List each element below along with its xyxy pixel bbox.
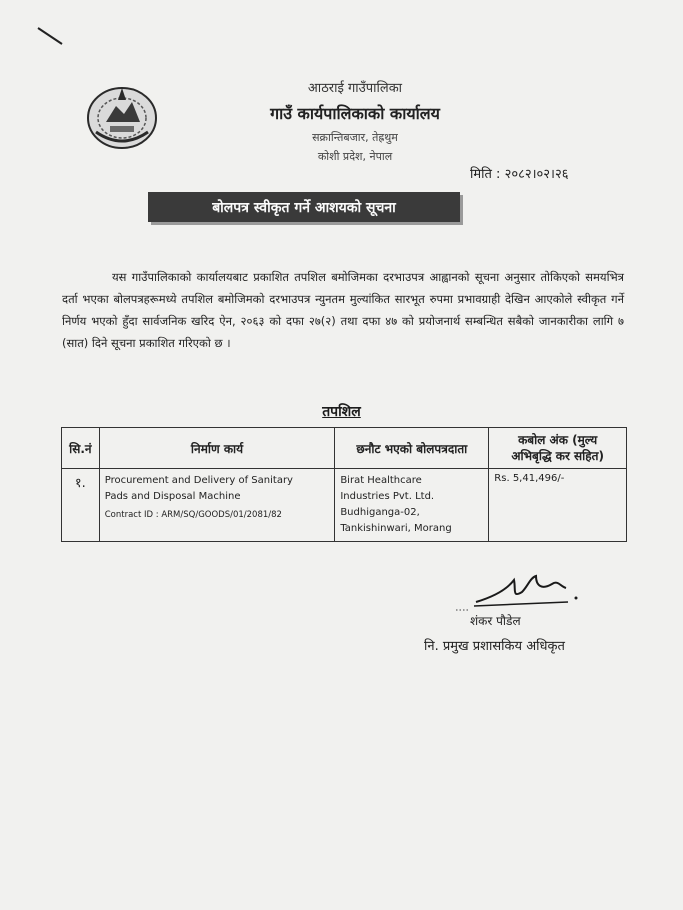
signatory-title: नि. प्रमुख प्रशासकिय अधिकृत (424, 639, 565, 654)
row-bidder-line4: Tankishinwari, Morang (340, 523, 452, 534)
schedule-title: तपशिल (322, 404, 361, 420)
pen-stroke-mark (36, 24, 64, 48)
row-work-line2: Pads and Disposal Machine (104, 491, 241, 502)
municipality-name: आठराई गाउँपालिका (307, 81, 403, 96)
row-amount: Rs. 5,41,496/- (489, 469, 627, 542)
row-bidder-line3: Budhiganga-02, (340, 507, 420, 518)
header-amount (489, 428, 627, 469)
row-contract-id: Contract ID : ARM/SQ/GOODS/01/2081/82 (104, 510, 282, 520)
signature-mark (456, 568, 586, 616)
row-bidder (335, 469, 489, 542)
row-sn: १. (62, 469, 100, 542)
header-amount-line1: कबोल अंक (मुल्य (518, 433, 598, 447)
header-sn: सि.नं (62, 428, 100, 469)
header-work: निर्माण कार्य (99, 428, 335, 469)
header-amount-line2: अभिबृद्धि कर सहित) (511, 449, 604, 463)
row-bidder-line2: Industries Pvt. Ltd. (340, 491, 435, 502)
office-header (200, 78, 510, 164)
signatory-name: शंकर पौडेल (470, 614, 521, 628)
bid-schedule-table (61, 427, 627, 542)
row-work (99, 469, 335, 542)
office-name: गाउँ कार्यपालिकाको कार्यालय (270, 104, 440, 123)
notice-body: यस गाउँपालिकाको कार्यालयबाट प्रकाशित तपशिल बमोजिमका दरभाउपत्र आह्वानको सूचना अनुसार तोकिएको समयभित्र दर्ता भएका बोलपत्रहरूमध्ये तपशिल बमोजिमको दरभाउपत्र न्युनतम मुल्यांकित सारभूत रुपमा प्रभावग्राही देखिन आएकोले स्वीकृत गर्ने निर्णय भएको हुँदा सार्वजनिक खरिद ऐन, २०६३ को दफा २७(२) तथा दफा ४७ को प्रयोजनार्थ सम्बन्धित सबैको जानकारीका लागि ७ (सात) दिने सूचना प्रकाशित गरिएको छ । (62, 269, 624, 350)
table-header-row (62, 428, 627, 469)
office-province: कोशी प्रदेश, नेपाल (317, 150, 393, 163)
table-row (62, 469, 627, 542)
notice-title-banner (148, 192, 460, 222)
header-bidder: छनौट भएको बोलपत्रदाता (335, 428, 489, 469)
row-bidder-line1: Birat Healthcare (340, 475, 422, 486)
office-address: सक्रान्तिबजार, तेह्रथुम (312, 131, 398, 144)
notice-date: मिति : २०८२।०२।२६ (470, 167, 569, 182)
row-work-line1: Procurement and Delivery of Sanitary (104, 475, 293, 486)
notice-title: बोलपत्र स्वीकृत गर्ने आशयको सूचना (212, 199, 396, 216)
government-emblem-icon (84, 80, 160, 152)
